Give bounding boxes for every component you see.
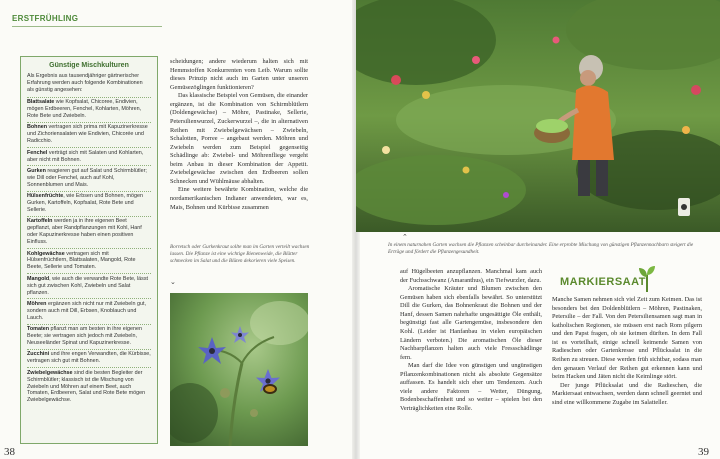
entry-term: Gurken (27, 167, 46, 174)
entry-text: vertragen sich prima mit Kapuzinerkresse und Zichoriensalaten wie Endivien, Chicorée und Radicchio. (27, 124, 148, 145)
sidebar-entry (27, 298, 151, 323)
entry-term: Tomaten (27, 326, 50, 333)
entry-text: und ihre engen Verwandten, die Kürbisse, vertragen sich gut mit Bohnen. (27, 351, 151, 365)
entry-text: , wie auch die verwandte Rote Bete, lässt sich gut zwischen Kohl, Zwiebeln und Salat pflanzen. (27, 275, 149, 296)
entry-text: ergänzen sich nicht nur mit Zwiebeln gut, sondern auch mit Dill, Erbsen, Knoblauch und Lauch. (27, 300, 146, 321)
header-rule (12, 26, 162, 27)
caption-garden: In einem naturnahen Garten wachsen die Pflanzen scheinbar durcheinander. Eine erprobte Mischung von günstigen Pflanzennachbarn steigert die Erträge und fördert die Pflanzengesundheit. (388, 242, 694, 255)
entry-text: vertragen sich mit Hülsenfrüchtlern, Blattsalaten, Mangold, Rote Beete, Sellerie und Tomaten. (27, 250, 136, 271)
garden-photo (356, 0, 720, 232)
entry-text: werden ja in ihre eigenen Beet gepflanzt, aber Randpflanzungen mit Kohl, Hanf oder Kapuzinerkresse haben einen positiven Einfluss. (27, 218, 142, 246)
body-paragraph: Manche Samen nehmen sich viel Zeit zum Keimen. Das ist besonders bei den Doldenblütlern – Möhren, Pastinaken, Petersilie – der Fall. Von den Petersiliensamen sagt man in katholischen Regionen, sie müssen erst nach Rom pilgern und den Papst fragen, ob sie keimen dürften. In dem Fall ist es vorteilhaft, einige schnell keimende Samen von Radieschen oder Gartenkresse und Pflücksalat in die Reihen zu streuen. Diese werden früh sichtbar, sodass man den genauen Verlauf der Reihen gut erkennen kann und beim Hacken und Jäten nicht die Keimlinge stört. (552, 296, 702, 381)
page-number-left: 38 (4, 446, 15, 458)
markiersaat-heading: MARKIERSAAT (560, 276, 646, 288)
sidebar-entry (27, 324, 151, 349)
entry-text: wie Kopfsalat, Chicoree, Endivien, mögen Erdbeeren, Fenchel, Kohlarten, Möhren, Rote Bete und Zwiebeln. (27, 99, 142, 120)
body-paragraph: auf Hügelbeeten anzupflanzen. Manchmal kam auch der Fuchsschwanz (Amaranthus), ein Tiefwurzler, dazu. (400, 268, 542, 284)
entry-text: verträgt sich mit Salaten und Kohlarten, aber nicht mit Bohnen. (27, 149, 144, 163)
sidebar-entry (27, 367, 151, 406)
borage-photo (170, 293, 308, 446)
body-column-left (170, 58, 308, 212)
sidebar-entry (27, 147, 151, 165)
arrow-glyph: ⌃ (170, 277, 176, 285)
body-paragraph: scheidungen; andere wiederum halten sich mit Hemmstoffen Konkurrenten vom Leib. Warum sollte dieses Prinzip nicht auch im Garten unter unseren Gemüsezöglingen funktionieren? (170, 58, 308, 91)
body-paragraph: Das klassische Beispiel von Gemüsen, die einander ergänzen, ist die Kombination von Schirmblütlern (Doldengewächse) – Möhre, Pastinake, Sellerie, Petersilienwurzel, Zuckerwurzel –, die in alternativen Reihen mit Zwiebelgewächsen – Zwiebeln, Schalotten, Porree – angebaut werden. Möhren und Zwiebeln werden zum Beispiel gegenseitig Schädlinge ab: Zwiebel- und Möhrenfliege vergeht beim Anbau in dieser Kombination der Appetit. Zwiebelgewächse zwischen den Erdbeeren sollen Schnecken und Wühlmäuse abhalten. (170, 92, 308, 185)
entry-term: Fenchel (27, 149, 48, 156)
body-column-right-1 (400, 268, 542, 414)
garden-woman-image (356, 0, 720, 232)
caption-borage: Borretsch oder Gurkenkraut sollte man im Garten verteilt wachsen lassen. Die Pflanze ist eine wichtige Bienenweide, die Blätter schmecken im Salat und die Blüten dekorieren viele Speisen. (170, 244, 310, 264)
sidebar-entry (27, 165, 151, 190)
entry-term: Zwiebelgewächse (27, 369, 73, 376)
entry-term: Möhren (27, 300, 47, 307)
sidebar-entry (27, 216, 151, 248)
seedling-icon (638, 265, 656, 298)
entry-text: , wie Erbsen und Bohnen, mögen Gurken, Kartoffeln, Kopfsalat, Rote Bete und Sellerie. (27, 193, 143, 213)
sidebar-entry (27, 273, 151, 298)
section-header: ERSTFRÜHLING (12, 14, 79, 23)
body-column-right-2 (552, 296, 702, 407)
entry-term: Kartoffeln (27, 218, 53, 225)
entry-text: reagieren gut auf Salat und Schirmblütler; wie Dill oder Fenchel, auch auf Kohl, Sonnenblumen und Mais. (27, 167, 147, 188)
page-number-right: 39 (698, 446, 709, 458)
borage-flower-image (170, 293, 308, 446)
sidebar-intro: Als Ergebnis aus tausendjähriger gärtnerischer Erfahrung werden auch folgende Kombinationen als günstig angesehen: (27, 73, 143, 93)
entry-term: Kohlgewächse (27, 250, 65, 257)
caption-arrow-up-icon (402, 233, 408, 241)
entry-term: Hülsenfrüchte (27, 193, 64, 200)
sidebar-entry (27, 349, 151, 367)
body-paragraph: Aromatische Kräuter und Blumen zwischen den Gemüsen haben sich ebenfalls bewährt. So unterstützt Dill die Gurken, das Bohnenkraut die Bohnen und der Hanf, dessen Samen nahrhafte ungesättigte Öle enthält, begünstigt fast alle Gartengemüse, insbesondere den Kohl. (Leider ist Hanfanbau in vielen europäischen Ländern verboten.) Die aromatischen Öle dieser Nachbarpflanzen halten auch viele Fressschädlinge fern. (400, 285, 542, 361)
sidebar-entry (27, 191, 151, 216)
entry-term: Blattsalate (27, 99, 55, 106)
entry-term: Bohnen (27, 124, 48, 131)
body-paragraph: Man darf die Idee von günstigen und ungünstigen Pflanzenkombinationen nicht als absolute Gegensätze auffassen. Es handelt sich eher um Tendenzen. Auch viele andere Faktoren – Wetter, Düngung, Bodenbeschaffenheit und so weiter – spielen bei den Verträglichkeiten eine Rolle. (400, 362, 542, 412)
sidebar-entry (27, 248, 151, 273)
sidebar-entry (27, 122, 151, 147)
arrow-glyph: ⌃ (402, 233, 408, 241)
sidebar-title: Günstige Mischkulturen (49, 62, 129, 69)
body-paragraph: Der junge Pflücksalat und die Radieschen, die Markiersaat entwachsen, werden dann schnell geerntet und sind eine willkommene Zugabe im Salatteller. (552, 381, 702, 406)
entry-term: Mangold (27, 275, 50, 282)
sidebar-entry (27, 97, 151, 122)
body-paragraph: Eine weitere bewährte Kombination, welche die nordamerikanischen Indianer anwendeten, war es, Mais, Bohnen und Kürbisse zusammen (170, 186, 308, 211)
mischkulturen-sidebar (20, 56, 158, 444)
entry-text: sind die besten Begleiter der Schirmblütler; klassisch ist die Mischung von Zwiebeln und Möhren auf einem Beet, auch Tomaten, Erdbeeren, Salat und Rote Bete mögen Zwiebelgewächse. (27, 369, 146, 404)
entry-text: pflanzt man am besten in ihre eigenen Beete; sie vertragen sich jedoch mit Zwiebeln, Neuseeländer Spinat und Kapuzinerkresse. (27, 326, 142, 346)
caption-arrow-down-icon (170, 277, 176, 285)
entry-term: Zucchini (27, 351, 50, 358)
